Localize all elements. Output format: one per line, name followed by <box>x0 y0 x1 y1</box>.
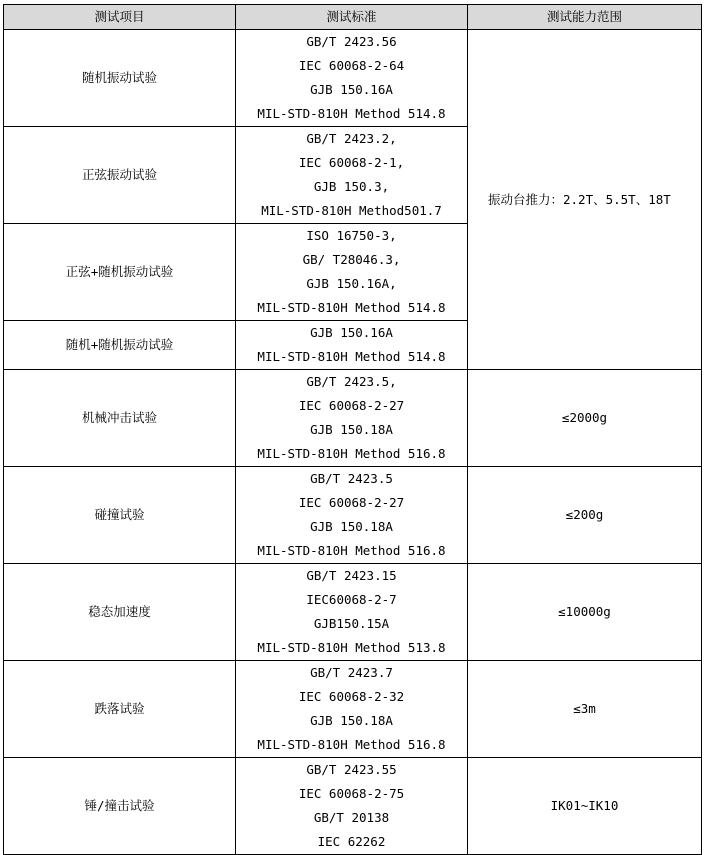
standard-line: GB/ T28046.3, <box>302 252 401 267</box>
test-item-cell: 锤/撞击试验 <box>4 758 236 855</box>
standard-line: GJB 150.16A <box>310 325 393 340</box>
test-item-cell: 稳态加速度 <box>4 564 236 661</box>
test-item-cell: 跌落试验 <box>4 661 236 758</box>
test-item-cell: 机械冲击试验 <box>4 370 236 467</box>
capability-cell-hammer: IK01~IK10 <box>468 758 702 855</box>
standard-line: IEC 60068-2-1, <box>298 155 405 170</box>
standard-line: GB/T 2423.5, <box>306 374 397 389</box>
table-row <box>4 758 702 855</box>
standard-line: GJB 150.18A <box>310 713 393 728</box>
test-standard-cell <box>236 224 468 321</box>
standard-line: GJB 150.16A <box>310 82 393 97</box>
standard-line: IEC 60068-2-75 <box>298 786 405 801</box>
standard-line: MIL-STD-810H Method 514.8 <box>257 349 446 364</box>
capability-cell-acceleration: ≤10000g <box>468 564 702 661</box>
test-standard-cell <box>236 564 468 661</box>
standard-line: GB/T 2423.2, <box>306 131 397 146</box>
standard-line: MIL-STD-810H Method 516.8 <box>257 446 446 461</box>
standard-line: MIL-STD-810H Method 516.8 <box>257 543 446 558</box>
standard-line: MIL-STD-810H Method501.7 <box>261 203 442 218</box>
standard-line: MIL-STD-810H Method 514.8 <box>257 300 446 315</box>
header-test-capability: 测试能力范围 <box>468 5 702 30</box>
standard-line: IEC60068-2-7 <box>306 592 397 607</box>
table-row <box>4 30 702 127</box>
standard-line: IEC 60068-2-27 <box>298 398 405 413</box>
standard-line: GJB 150.16A, <box>306 276 397 291</box>
standard-line: GJB 150.18A <box>310 422 393 437</box>
test-standard-cell <box>236 370 468 467</box>
standard-line: MIL-STD-810H Method 516.8 <box>257 737 446 752</box>
standard-line: GB/T 2423.15 <box>306 568 397 583</box>
test-item-cell: 随机振动试验 <box>4 30 236 127</box>
table-row <box>4 467 702 564</box>
test-item-cell: 碰撞试验 <box>4 467 236 564</box>
header-test-item: 测试项目 <box>4 5 236 30</box>
standard-line: GJB 150.18A <box>310 519 393 534</box>
standard-line: MIL-STD-810H Method 514.8 <box>257 106 446 121</box>
header-row <box>4 5 702 30</box>
table-row <box>4 564 702 661</box>
standard-line: GB/T 2423.7 <box>310 665 393 680</box>
test-standard-cell <box>236 127 468 224</box>
table-row <box>4 661 702 758</box>
test-item-cell: 正弦振动试验 <box>4 127 236 224</box>
header-test-standard: 测试标准 <box>236 5 468 30</box>
test-standard-cell <box>236 467 468 564</box>
capability-cell-bump: ≤200g <box>468 467 702 564</box>
standard-line: IEC 60068-2-64 <box>298 58 405 73</box>
capability-cell-drop: ≤3m <box>468 661 702 758</box>
test-item-cell: 正弦+随机振动试验 <box>4 224 236 321</box>
standard-line: MIL-STD-810H Method 513.8 <box>257 640 446 655</box>
test-standard-cell <box>236 321 468 370</box>
standard-line: GB/T 2423.56 <box>306 34 397 49</box>
standard-line: GJB150.15A <box>313 616 390 631</box>
test-item-cell: 随机+随机振动试验 <box>4 321 236 370</box>
standard-line: GJB 150.3, <box>313 179 390 194</box>
standard-line: GB/T 2423.55 <box>306 762 397 777</box>
test-standard-cell <box>236 758 468 855</box>
table-row <box>4 370 702 467</box>
test-capability-table <box>3 4 702 855</box>
capability-cell-shock: ≤2000g <box>468 370 702 467</box>
standard-line: GB/T 2423.5 <box>310 471 393 486</box>
standard-line: IEC 62262 <box>317 834 386 849</box>
test-standard-cell <box>236 661 468 758</box>
test-standard-cell <box>236 30 468 127</box>
standard-line: GB/T 20138 <box>313 810 390 825</box>
standard-line: IEC 60068-2-32 <box>298 689 405 704</box>
capability-cell-vibration: 振动台推力：2.2T、5.5T、18T <box>468 30 702 370</box>
standard-line: ISO 16750-3, <box>306 228 397 243</box>
standard-line: IEC 60068-2-27 <box>298 495 405 510</box>
